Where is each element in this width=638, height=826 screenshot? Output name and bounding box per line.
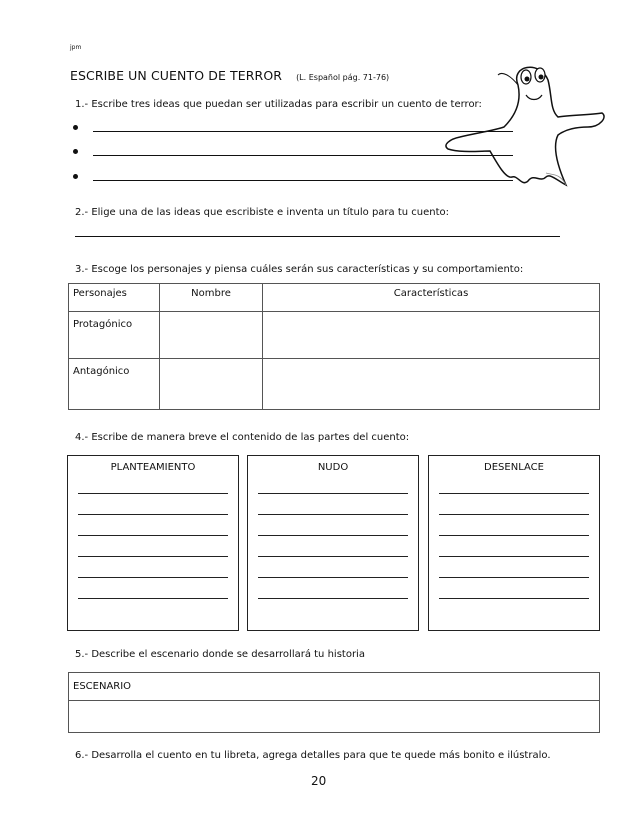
- title-text: ESCRIBE UN CUENTO DE TERROR: [70, 68, 283, 83]
- answer-line[interactable]: [439, 473, 589, 494]
- answer-line[interactable]: [78, 515, 228, 536]
- question-1: 1.- Escribe tres ideas que puedan ser utilizadas para escribir un cuento de terror:: [75, 99, 482, 110]
- answer-line[interactable]: [439, 515, 589, 536]
- box-nudo[interactable]: [247, 455, 419, 631]
- idea-line-3[interactable]: [73, 170, 513, 181]
- scenario-header: ESCENARIO: [69, 673, 600, 701]
- question-6: 6.- Desarrolla el cuento en tu libreta, agrega detalles para que te quede más bonito e ilústralo.: [75, 750, 551, 761]
- scenario-table: [68, 672, 600, 733]
- book-reference: (L. Español pág. 71-76): [296, 73, 390, 82]
- row-protagonico: Protagónico: [69, 312, 160, 359]
- answer-line[interactable]: [258, 494, 408, 515]
- answer-line[interactable]: [78, 557, 228, 578]
- bullet-icon: [73, 125, 78, 130]
- idea-line-1[interactable]: [73, 121, 513, 132]
- col-caracteristicas: Características: [263, 284, 600, 312]
- author-initials: jpm: [70, 44, 82, 51]
- answer-line[interactable]: [93, 170, 513, 181]
- box-desenlace[interactable]: [428, 455, 600, 631]
- worksheet-title: [70, 65, 389, 84]
- answer-line[interactable]: [93, 145, 513, 156]
- story-title-line[interactable]: [75, 226, 560, 237]
- row-antagonico: Antagónico: [69, 359, 160, 410]
- answer-line[interactable]: [258, 515, 408, 536]
- protagonist-traits-cell[interactable]: [263, 312, 600, 359]
- protagonist-name-cell[interactable]: [160, 312, 263, 359]
- answer-line[interactable]: [93, 121, 513, 132]
- col-nombre: Nombre: [160, 284, 263, 312]
- answer-line[interactable]: [439, 578, 589, 599]
- idea-line-2[interactable]: [73, 145, 513, 156]
- box-heading: DESENLACE: [484, 462, 544, 473]
- answer-line[interactable]: [439, 536, 589, 557]
- answer-line[interactable]: [258, 557, 408, 578]
- box-planteamiento[interactable]: [67, 455, 239, 631]
- box-heading: NUDO: [317, 462, 349, 473]
- answer-line[interactable]: [78, 578, 228, 599]
- answer-line[interactable]: [439, 557, 589, 578]
- col-personajes: Personajes: [69, 284, 160, 312]
- scenario-answer-cell[interactable]: [69, 701, 600, 733]
- answer-line[interactable]: [439, 494, 589, 515]
- antagonist-traits-cell[interactable]: [263, 359, 600, 410]
- question-5: 5.- Describe el escenario donde se desarrollará tu historia: [75, 649, 365, 660]
- bullet-icon: [73, 174, 78, 179]
- answer-line[interactable]: [258, 578, 408, 599]
- answer-line[interactable]: [78, 473, 228, 494]
- box-heading: PLANTEAMIENTO: [110, 462, 196, 473]
- question-4: 4.- Escribe de manera breve el contenido de las partes del cuento:: [75, 432, 410, 443]
- question-3: 3.- Escoge los personajes y piensa cuáles serán sus características y su comportamiento:: [75, 264, 524, 275]
- question-2: 2.- Elige una de las ideas que escribiste e inventa un título para tu cuento:: [75, 207, 450, 218]
- answer-line[interactable]: [258, 536, 408, 557]
- answer-line[interactable]: [78, 536, 228, 557]
- bullet-icon: [73, 149, 78, 154]
- antagonist-name-cell[interactable]: [160, 359, 263, 410]
- answer-line[interactable]: [78, 494, 228, 515]
- characters-table: [68, 283, 600, 410]
- page-number: 20: [311, 774, 327, 788]
- answer-line[interactable]: [258, 473, 408, 494]
